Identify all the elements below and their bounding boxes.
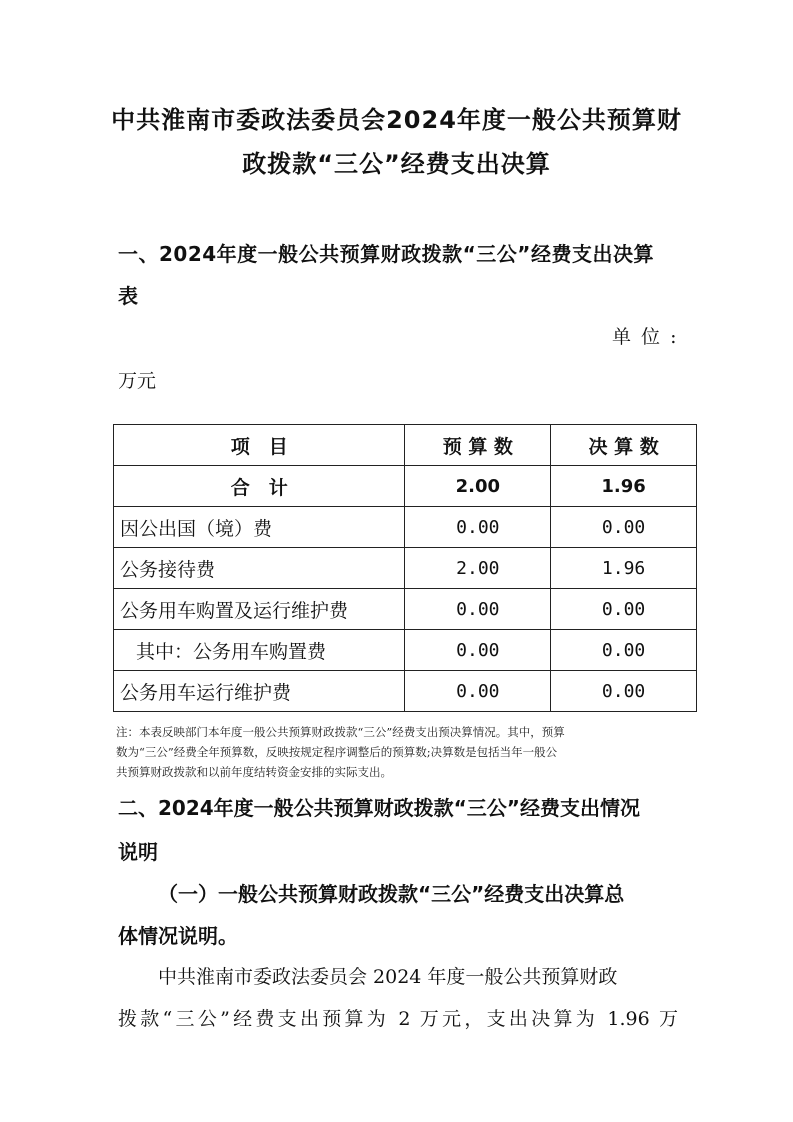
footnote-line-3: 共预算财政拨款和以前年度结转资金安排的实际支出。 xyxy=(116,765,392,779)
table-row-total xyxy=(114,466,697,507)
table-header-row xyxy=(114,425,697,466)
row-actual: 0.00 xyxy=(551,671,697,712)
table-row xyxy=(114,507,697,548)
row-budget: 0.00 xyxy=(405,630,551,671)
row-label: 合 计 xyxy=(114,466,405,507)
section-1-heading-line-2: 表 xyxy=(118,284,139,308)
unit-label-part-1: 单 位 : xyxy=(612,326,679,348)
row-budget: 0.00 xyxy=(405,671,551,712)
body-paragraph-line-1: 中共淮南市委政法委员会 2024 年度一般公共预算财政 xyxy=(158,966,618,988)
row-budget: 0.00 xyxy=(405,507,551,548)
document-title-line-2: 政拨款“三公”经费支出决算 xyxy=(242,150,551,178)
body-paragraph-line-2: 拨款“三公”经费支出预算为 2 万元，支出决算为 1.96 万 xyxy=(118,1008,678,1030)
section-1-heading-line-1: 一、2024年度一般公共预算财政拨款“三公”经费支出决算 xyxy=(118,242,654,266)
table-footnote xyxy=(116,722,686,782)
row-label: 因公出国（境）费 xyxy=(114,507,405,548)
footnote-line-2: 数为“三公”经费全年预算数，反映按规定程序调整后的预算数;决算数是包括当年一般公 xyxy=(116,745,558,759)
subsection-1-heading-line-1: （一）一般公共预算财政拨款“三公”经费支出决算总 xyxy=(158,882,625,906)
header-budget: 预 算 数 xyxy=(405,425,551,466)
unit-label-part-2: 万元 xyxy=(118,370,157,392)
row-actual: 0.00 xyxy=(551,507,697,548)
table-row xyxy=(114,589,697,630)
row-label: 公务用车运行维护费 xyxy=(114,671,405,712)
header-item: 项 目 xyxy=(114,425,405,466)
row-actual: 0.00 xyxy=(551,589,697,630)
section-2-heading-line-1: 二、2024年度一般公共预算财政拨款“三公”经费支出情况 xyxy=(118,796,640,820)
row-budget: 0.00 xyxy=(405,589,551,630)
row-label: 公务接待费 xyxy=(114,548,405,589)
table-row xyxy=(114,548,697,589)
header-actual: 决 算 数 xyxy=(551,425,697,466)
row-budget: 2.00 xyxy=(405,466,551,507)
table-row xyxy=(114,671,697,712)
row-actual: 0.00 xyxy=(551,630,697,671)
row-label: 公务用车购置及运行维护费 xyxy=(114,589,405,630)
document-title-line-1: 中共淮南市委政法委员会2024年度一般公共预算财 xyxy=(111,106,682,134)
section-2-heading-line-2: 说明 xyxy=(118,840,158,864)
row-budget: 2.00 xyxy=(405,548,551,589)
row-actual: 1.96 xyxy=(551,548,697,589)
table-row xyxy=(114,630,697,671)
row-actual: 1.96 xyxy=(551,466,697,507)
row-label: 其中：公务用车购置费 xyxy=(114,630,405,671)
footnote-line-1: 注：本表反映部门本年度一般公共预算财政拨款“三公”经费支出预决算情况。其中，预算 xyxy=(116,725,565,739)
subsection-1-heading-line-2: 体情况说明。 xyxy=(118,924,238,948)
three-public-expenses-table xyxy=(113,424,697,712)
